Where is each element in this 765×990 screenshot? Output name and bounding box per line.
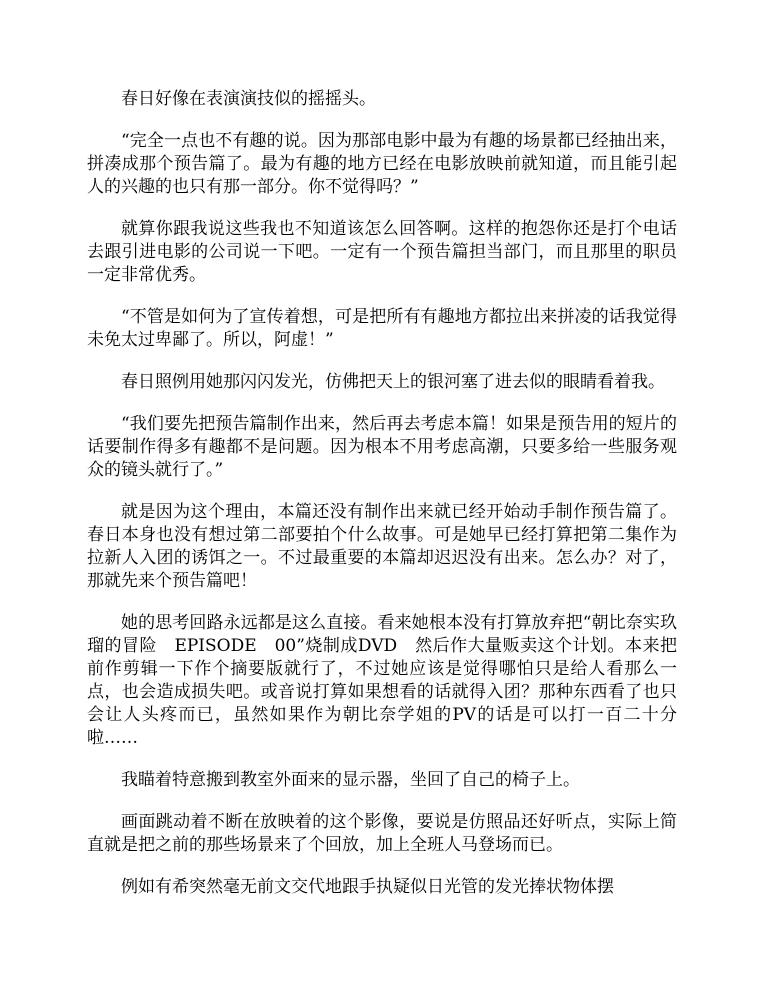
paragraph: “我们要先把预告篇制作出来，然后再去考虑本篇！如果是预告用的短片的话要制作得多有趣都不是问题。因为根本不用考虑高潮，只要多给一些服务观众的镜头就行了。” xyxy=(87,414,677,480)
body-text xyxy=(87,88,677,918)
paragraph: 她的思考回路永远都是这么直接。看来她根本没有打算放弃把“朝比奈实玖瑠的冒险 EPISODE 00”烧制成DVD 然后作大量贩卖这个计划。本来把前作剪辑一下作个摘要版就行了，不过她应该是觉得哪怕只是给人看那么一点，也会造成损失吧。或音说打算如果想看的话就得入团？那种东西看了也只会让人头疼而已，虽然如果作为朝比奈学姐的PV的话是可以打一百二十分啦…… xyxy=(87,613,677,748)
paragraph: 就算你跟我说这些我也不知道该怎么回答啊。这样的抱怨你还是打个电话去跟引进电影的公司说一下吧。一定有一个预告篇担当部门，而且那里的职员一定非常优秀。 xyxy=(87,219,677,285)
paragraph: 春日照例用她那闪闪发光，仿佛把天上的银河塞了进去似的眼睛看着我。 xyxy=(121,372,665,392)
paragraph: 例如有希突然毫无前文交代地跟手执疑似日光管的发光捧状物体摆 xyxy=(121,877,614,897)
paragraph: 就是因为这个理由，本篇还没有制作出来就已经开始动手制作预告篇了。春日本身也没有想过第二部要拍个什么故事。可是她早已经打算把第二集作为拉新人入团的诱饵之一。不过最重要的本篇却迟迟没有出来。怎么办？对了，那就先来个预告篇吧！ xyxy=(87,502,677,591)
paragraph: 春日好像在表演演技似的摇摇头。 xyxy=(121,89,376,109)
paragraph: 我瞄着特意搬到教室外面来的显示器，坐回了自己的椅子上。 xyxy=(121,770,580,790)
paragraph: 画面跳动着不断在放映着的这个影像，要说是仿照品还好听点，实际上简直就是把之前的那些场景来了个回放，加上全班人马登场而已。 xyxy=(87,812,677,855)
paragraph: “不管是如何为了宣传着想，可是把所有有趣地方都拉出来拼凌的话我觉得未免太过卑鄙了。所以，阿虚！” xyxy=(87,307,677,350)
paragraph: “完全一点也不有趣的说。因为那部电影中最为有趣的场景都已经抽出来，拼凑成那个预告篇了。最为有趣的地方已经在电影放映前就知道，而且能引起人的兴趣的也只有那一部分。你不觉得吗？” xyxy=(87,131,677,197)
